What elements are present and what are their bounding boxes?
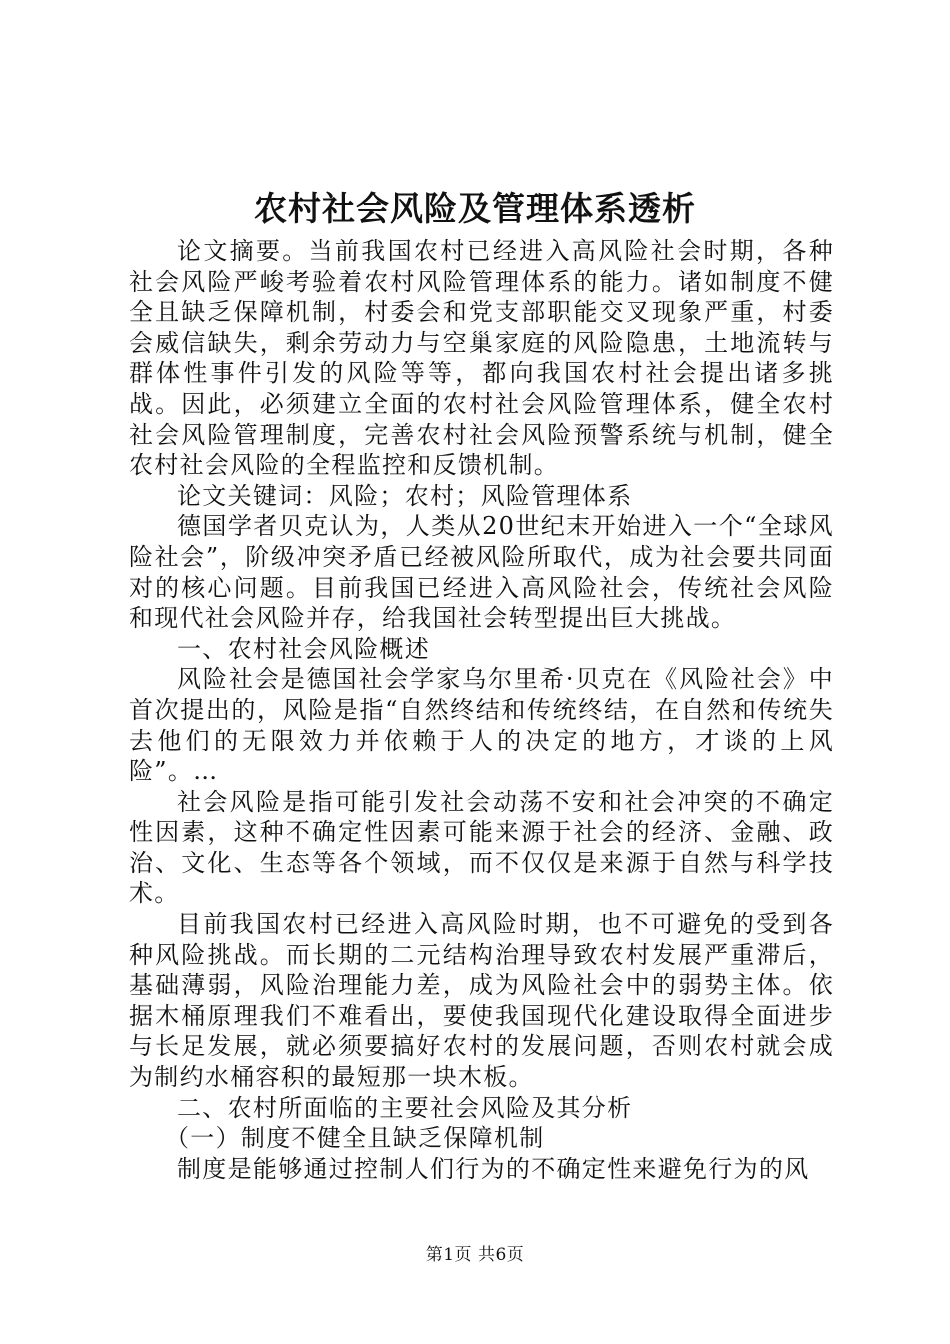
abstract-paragraph: 论文摘要。当前我国农村已经进入高风险社会时期，各种社会风险严峻考验着农村风险管理体系的能力。诸如制度不健全且缺乏保障机制，村委会和党支部职能交叉现象严重，村委会威信缺失，剩余劳动力与空巢家庭的风险隐患，土地流转与群体性事件引发的风险等等，都向我国农村社会提出诸多挑战。因此，必须建立全面的农村社会风险管理体系，健全农村社会风险管理制度，完善农村社会风险预警系统与机制，健全农村社会风险的全程监控和反馈机制。 [129,237,834,480]
intro-paragraph: 德国学者贝克认为，人类从20世纪末开始进入一个“全球风险社会”，阶级冲突矛盾已经被风险所取代，成为社会要共同面对的核心问题。目前我国已经进入高风险社会，传统社会风险和现代社会风险并存，给我国社会转型提出巨大挑战。 [129,512,834,633]
body-paragraph: 社会风险是指可能引发社会动荡不安和社会冲突的不确定性因素，这种不确定性因素可能来源于社会的经济、金融、政治、文化、生态等各个领域，而不仅仅是来源于自然与科学技术。 [129,787,834,908]
body-paragraph: 目前我国农村已经进入高风险时期，也不可避免的受到各种风险挑战。而长期的二元结构治理导致农村发展严重滞后，基础薄弱，风险治理能力差，成为风险社会中的弱势主体。依据木桶原理我们不难看出，要使我国现代化建设取得全面进步与长足发展，就必须要搞好农村的发展问题，否则农村就会成为制约水桶容积的最短那一块木板。 [129,910,834,1092]
body-paragraph: 风险社会是德国社会学家乌尔里希·贝克在《风险社会》中首次提出的，风险是指“自然终结和传统终结，在自然和传统失去他们的无限效力并依赖于人的决定的地方，才谈的上风险”。… [129,665,834,786]
section-heading-2: 二、农村所面临的主要社会风险及其分析 [177,1093,633,1122]
body-paragraph: 制度是能够通过控制人们行为的不确定性来避免行为的风 [177,1154,810,1183]
section-heading-1: 一、农村社会风险概述 [177,634,430,663]
page-footer: 第1页 共6页 [425,1245,525,1265]
subsection-heading-1: （一）制度不健全且缺乏保障机制 [165,1124,545,1153]
keywords-line: 论文关键词：风险；农村；风险管理体系 [177,481,633,510]
document-title: 农村社会风险及管理体系透析 [254,189,696,228]
document-body [129,236,834,1184]
